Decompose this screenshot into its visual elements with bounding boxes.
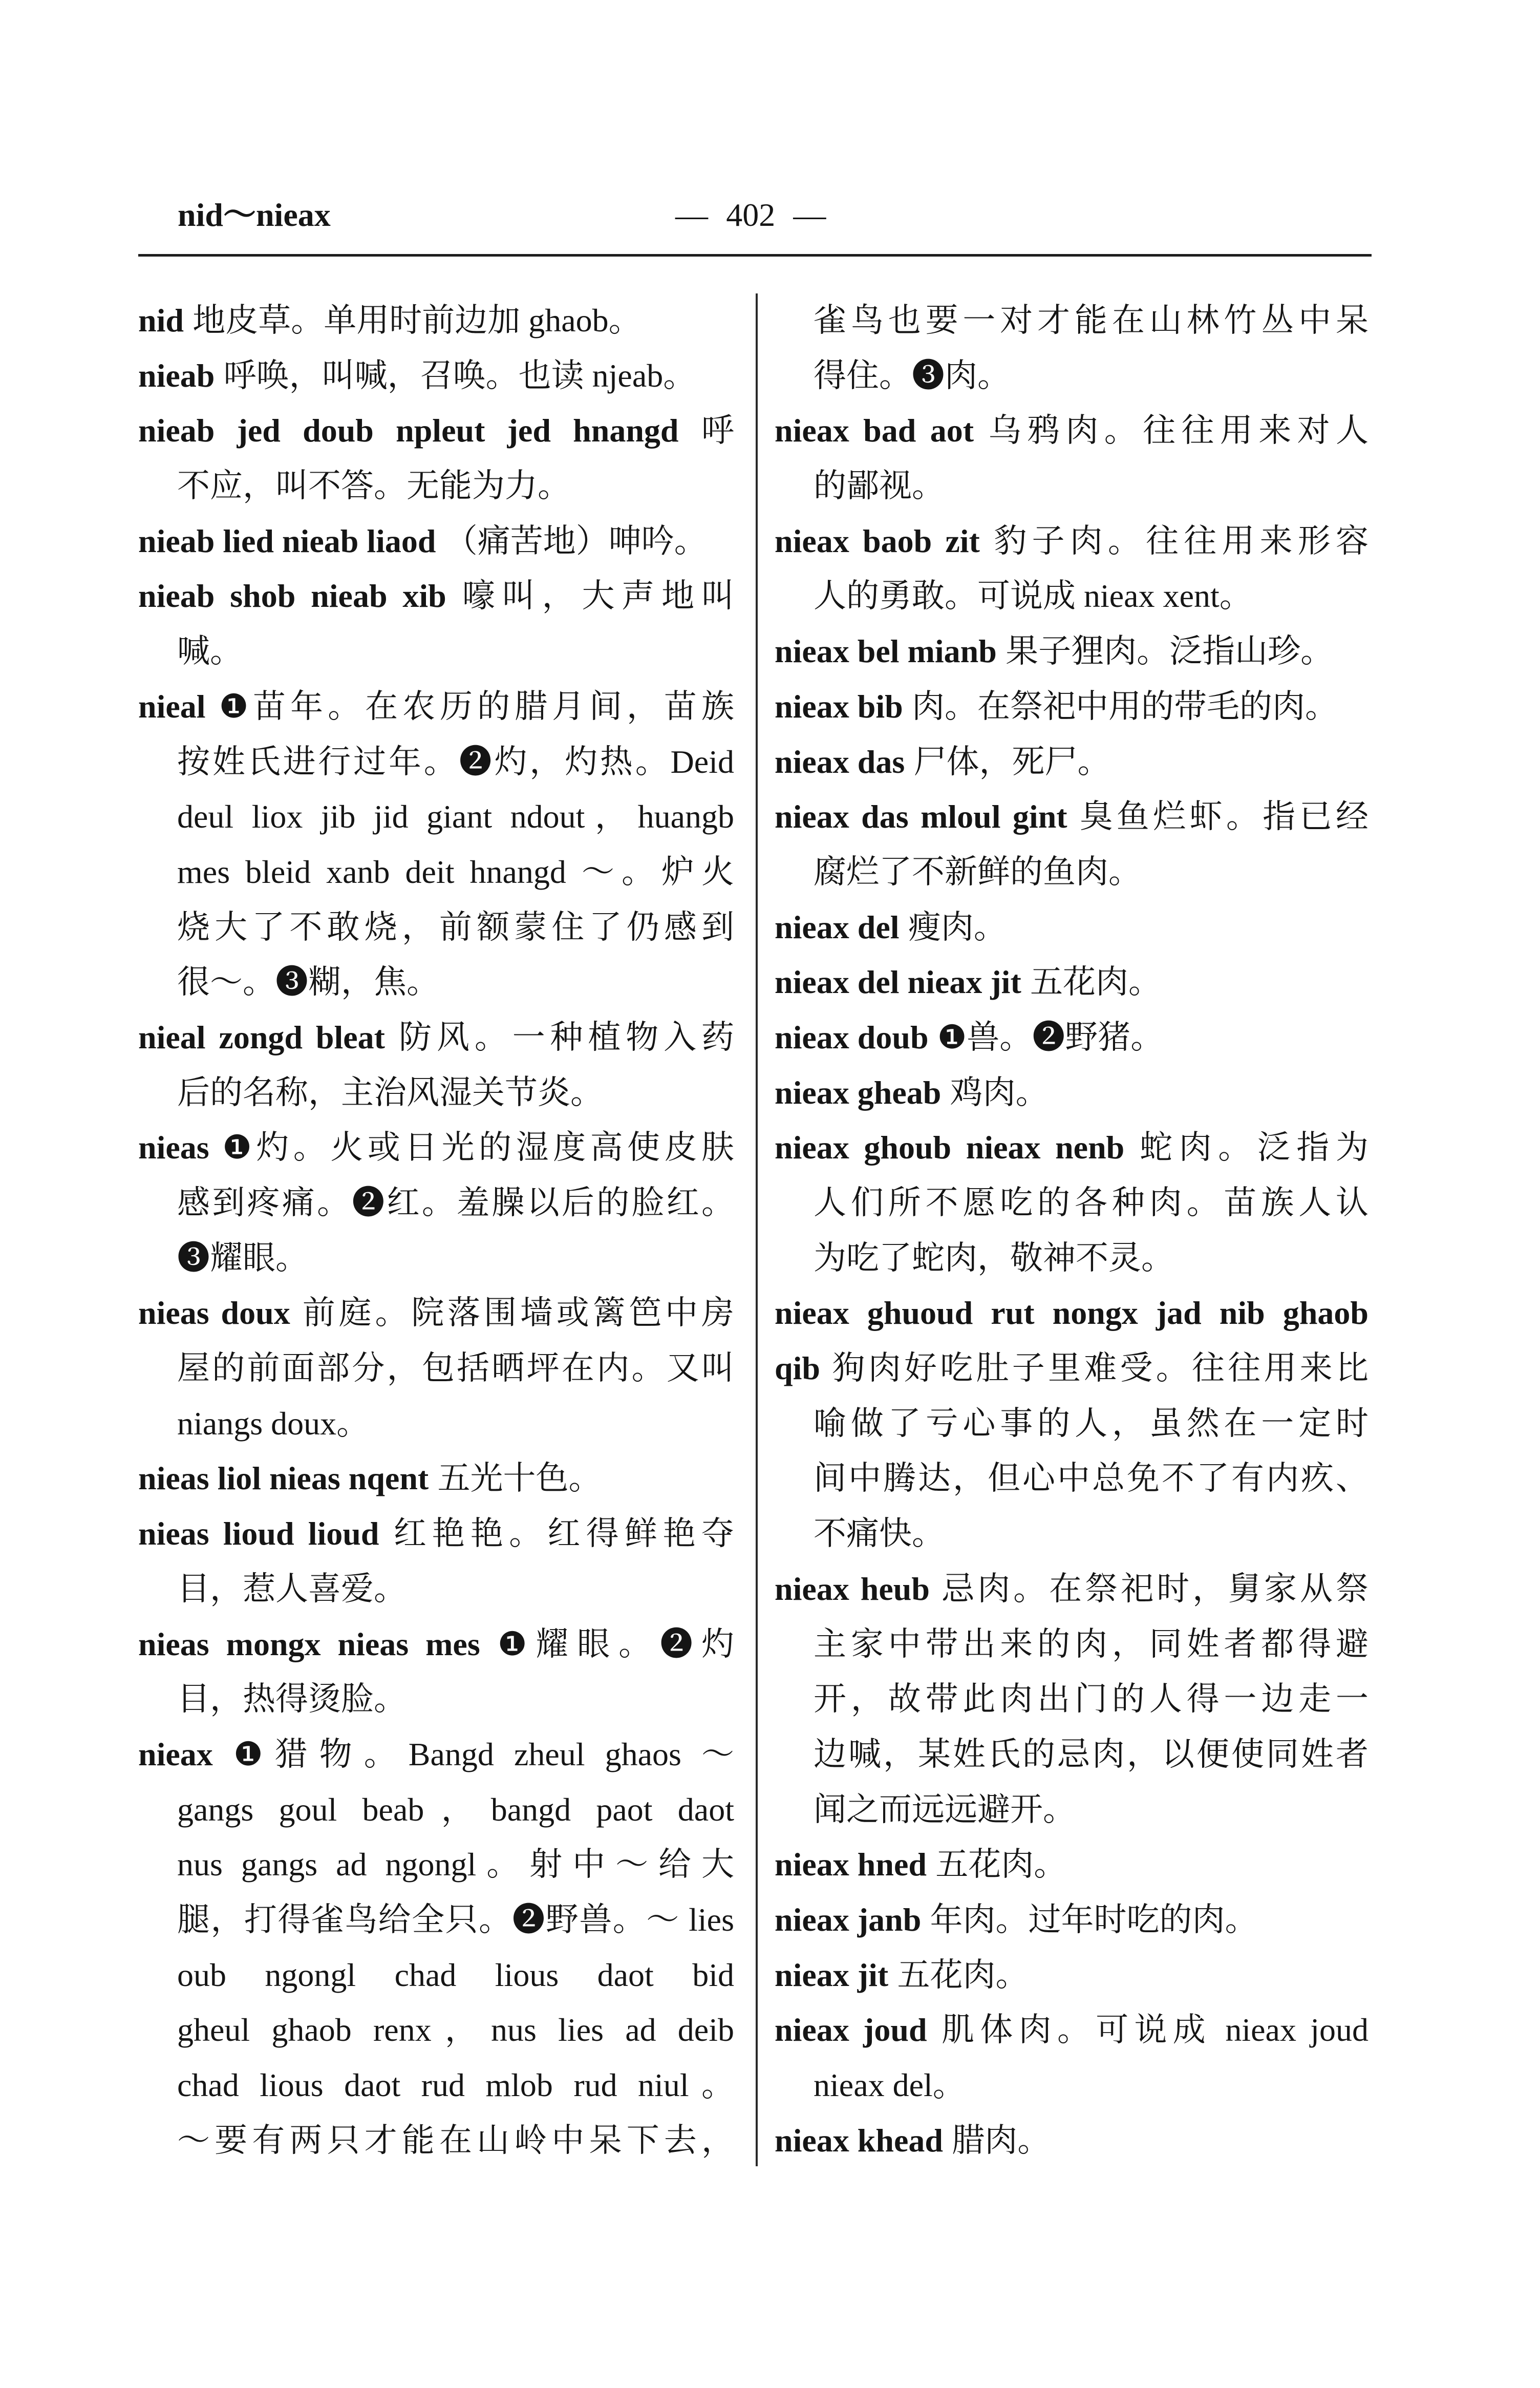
definition-text: 果子狸肉。泛指山珍。 bbox=[1006, 633, 1334, 670]
definition-text: 地皮草。单用时前边加 ghaob。 bbox=[193, 302, 641, 339]
entry-line bbox=[775, 955, 1368, 1010]
headword: nieax janb bbox=[775, 1901, 922, 1938]
headword: nieas lioud lioud bbox=[138, 1515, 379, 1552]
dictionary-entry bbox=[775, 679, 1368, 734]
dictionary-entry bbox=[775, 1561, 1368, 1837]
entry-line bbox=[775, 1672, 1368, 1727]
dictionary-entry bbox=[138, 679, 734, 1010]
headword: nieax ghoub nieax nenb bbox=[775, 1129, 1125, 1166]
definition-text: nieax del。 bbox=[814, 2067, 966, 2103]
definition-text: 肉。在祭祀中用的带毛的肉。 bbox=[912, 688, 1338, 725]
entry-line bbox=[775, 1396, 1368, 1451]
entry-line bbox=[138, 734, 734, 790]
dictionary-entry bbox=[775, 293, 1368, 403]
definition-text: chad lious daot rud mlob rud niul。 bbox=[177, 2067, 734, 2103]
headword: nieax del nieax jit bbox=[775, 964, 1021, 1001]
entry-line bbox=[775, 789, 1368, 844]
definition-text: 鸡肉。 bbox=[950, 1074, 1049, 1111]
entry-line bbox=[138, 1561, 734, 1617]
dictionary-entry bbox=[138, 1285, 734, 1451]
definition-text: nus gangs ad ngongl。射中～给大 bbox=[177, 1846, 734, 1883]
dictionary-entry bbox=[775, 403, 1368, 513]
left-column bbox=[138, 293, 734, 2172]
entry-line bbox=[775, 1782, 1368, 1837]
entry-line bbox=[775, 1120, 1368, 1175]
definition-text: 呼唤，叫喊，召唤。也读 njeab。 bbox=[223, 357, 696, 394]
definition-text: 年肉。过年时吃的肉。 bbox=[930, 1901, 1258, 1938]
headword: nid bbox=[138, 302, 184, 339]
entry-line bbox=[138, 679, 734, 734]
entry-line bbox=[775, 1561, 1368, 1617]
entry-line bbox=[775, 2058, 1368, 2113]
running-head: nid～nieax bbox=[178, 197, 331, 233]
headword: nieab bbox=[138, 357, 215, 394]
definition-text: 目，热得烫脸。 bbox=[177, 1681, 407, 1718]
dictionary-entry bbox=[775, 2113, 1368, 2168]
entry-line bbox=[138, 403, 734, 458]
definition-text: 边喊，某姓氏的忌肉，以便使同姓者 bbox=[814, 1736, 1368, 1772]
definition-text: 腊肉。 bbox=[952, 2122, 1051, 2159]
entry-line bbox=[138, 2058, 734, 2113]
entry-line bbox=[775, 1506, 1368, 1561]
entry-line bbox=[138, 844, 734, 900]
entry-line bbox=[775, 1175, 1368, 1231]
entry-line bbox=[775, 900, 1368, 955]
entry-line bbox=[775, 293, 1368, 348]
definition-text: ❶灼。火或日光的湿度高使皮肤 bbox=[218, 1129, 734, 1166]
entry-line bbox=[138, 1396, 734, 1451]
definition-text: 屋的前面部分，包括晒坪在内。又叫 bbox=[177, 1350, 734, 1387]
definition-text: 防风。一种植物入药 bbox=[394, 1019, 734, 1055]
entry-line bbox=[775, 2113, 1368, 2168]
headword: nieal bbox=[138, 688, 206, 725]
entry-line bbox=[775, 568, 1368, 624]
entry-line bbox=[138, 2113, 734, 2168]
entry-line bbox=[138, 1010, 734, 1065]
column-divider bbox=[756, 293, 758, 2166]
dictionary-entry bbox=[138, 1120, 734, 1285]
definition-text: 主家中带出来的肉，同姓者都得避 bbox=[814, 1625, 1368, 1662]
entry-line bbox=[775, 1065, 1368, 1121]
dictionary-entry bbox=[138, 403, 734, 513]
entry-line bbox=[775, 624, 1368, 679]
entry-line bbox=[138, 1285, 734, 1341]
definition-text: 得住。❸肉。 bbox=[814, 357, 1010, 394]
definition-text: 忌肉。在祭祀时，舅家从祭 bbox=[938, 1570, 1368, 1607]
entry-line bbox=[138, 1727, 734, 1782]
headword: nieax baob zit bbox=[775, 522, 980, 559]
dictionary-entry bbox=[775, 1010, 1368, 1065]
definition-text: 很～。❸糊，焦。 bbox=[177, 964, 439, 1001]
headword: nieax bel mianb bbox=[775, 633, 997, 670]
definition-text: 五花肉。 bbox=[897, 1956, 1029, 1993]
dictionary-entry bbox=[138, 1727, 734, 2168]
dictionary-entry bbox=[138, 514, 734, 569]
entry-line bbox=[138, 1506, 734, 1561]
headword: qib bbox=[775, 1350, 820, 1387]
definition-text: 喻做了亏心事的人，虽然在一定时 bbox=[814, 1405, 1368, 1442]
entry-line bbox=[138, 1120, 734, 1175]
definition-text: 乌鸦肉。往往用来对人 bbox=[982, 412, 1368, 449]
dictionary-entry bbox=[138, 348, 734, 404]
dictionary-entry bbox=[775, 1948, 1368, 2003]
entry-line bbox=[138, 1782, 734, 1837]
headword: nieax del bbox=[775, 908, 900, 945]
entry-line bbox=[138, 1231, 734, 1286]
definition-text: 间中腾达，但心中总免不了有内疚、 bbox=[814, 1460, 1368, 1497]
definition-text: 前庭。院落围墙或篱笆中房 bbox=[298, 1295, 734, 1332]
entry-line bbox=[775, 1285, 1368, 1341]
headword: nieax gheab bbox=[775, 1074, 942, 1111]
definition-text: 尸体，死尸。 bbox=[913, 743, 1110, 780]
definition-text: 豹子肉。往往用来形容 bbox=[989, 522, 1368, 559]
dictionary-entry bbox=[775, 734, 1368, 790]
definition-text: 为吃了蛇肉，敬神不灵。 bbox=[814, 1239, 1174, 1276]
entry-line bbox=[775, 679, 1368, 734]
definition-text: 瘦肉。 bbox=[908, 908, 1007, 945]
dictionary-entry bbox=[138, 568, 734, 679]
entry-line bbox=[775, 458, 1368, 514]
definition-text: 臭鱼烂虾。指已经 bbox=[1076, 798, 1368, 835]
entry-line bbox=[138, 348, 734, 404]
dictionary-entry bbox=[775, 1065, 1368, 1121]
entry-line bbox=[775, 1892, 1368, 1948]
entry-line bbox=[138, 1617, 734, 1672]
headword: nieax ghuoud rut nongx jad nib ghaob bbox=[775, 1295, 1368, 1332]
headword: nieax khead bbox=[775, 2122, 943, 2159]
entry-line bbox=[138, 1892, 734, 1948]
entry-line bbox=[138, 568, 734, 624]
dictionary-entry bbox=[775, 1892, 1368, 1948]
definition-text: 红艳艳。红得鲜艳夺 bbox=[388, 1515, 734, 1552]
definition-text: 呼 bbox=[687, 412, 734, 449]
definition-text: 蛇肉。泛指为 bbox=[1133, 1129, 1368, 1166]
definition-text: 五光十色。 bbox=[437, 1460, 602, 1497]
headword: nieax doub bbox=[775, 1019, 929, 1055]
definition-text: 腿，打得雀鸟给全只。❷野兽。～ lies bbox=[177, 1901, 734, 1938]
definition-text: 肌体肉。可说成 nieax joud bbox=[935, 2012, 1368, 2048]
definition-text: 开，故带此肉出门的人得一边走一 bbox=[814, 1681, 1368, 1718]
definition-text: ❶耀眼。❷灼 bbox=[489, 1625, 734, 1662]
headword: nieax heub bbox=[775, 1570, 930, 1607]
definition-text: ❶兽。❷野猪。 bbox=[937, 1019, 1164, 1055]
entry-line bbox=[138, 1451, 734, 1506]
definition-text: niangs doux。 bbox=[177, 1405, 370, 1442]
headword: nieax das mloul gint bbox=[775, 798, 1067, 835]
definition-text: 五花肉。 bbox=[935, 1846, 1067, 1883]
entry-line bbox=[138, 2002, 734, 2058]
headword: nieax hned bbox=[775, 1846, 927, 1883]
definition-text: 人们所不愿吃的各种肉。苗族人认 bbox=[814, 1185, 1368, 1221]
dictionary-entry bbox=[775, 624, 1368, 679]
headword: nieab jed doub npleut jed hnangd bbox=[138, 412, 679, 449]
definition-text: ❸耀眼。 bbox=[177, 1239, 308, 1276]
headword: nieab lied nieab liaod bbox=[138, 522, 436, 559]
definition-text: 人的勇敢。可说成 nieax xent。 bbox=[814, 578, 1252, 615]
headword: nieal zongd bleat bbox=[138, 1019, 385, 1055]
entry-line bbox=[775, 2002, 1368, 2058]
entry-line bbox=[138, 789, 734, 844]
dictionary-entry bbox=[138, 1010, 734, 1120]
headword: nieax bib bbox=[775, 688, 903, 725]
definition-text: 的鄙视。 bbox=[814, 468, 945, 504]
definition-text: 喊。 bbox=[177, 633, 243, 670]
dictionary-entry bbox=[775, 514, 1368, 624]
entry-line bbox=[775, 1231, 1368, 1286]
definition-text: mes bleid xanb deit hnangd ～。炉火 bbox=[177, 853, 734, 890]
dictionary-entry bbox=[775, 1120, 1368, 1285]
entry-line bbox=[775, 1341, 1368, 1396]
entry-line bbox=[775, 1617, 1368, 1672]
right-column bbox=[775, 293, 1368, 2172]
headword: nieax jit bbox=[775, 1956, 889, 1993]
dictionary-entry bbox=[138, 1617, 734, 1727]
definition-text: deul liox jib jid giant ndout，huangb bbox=[177, 798, 734, 835]
dictionary-entry bbox=[775, 2002, 1368, 2112]
entry-line bbox=[138, 1672, 734, 1727]
headword: nieax bad aot bbox=[775, 412, 974, 449]
entry-line bbox=[138, 1948, 734, 2003]
header-rule bbox=[138, 254, 1372, 257]
definition-text: gangs goul beab，bangd paot daot bbox=[177, 1791, 734, 1828]
definition-text: 腐烂了不新鲜的鱼肉。 bbox=[814, 853, 1141, 890]
entry-line bbox=[138, 955, 734, 1010]
headword: nieas doux bbox=[138, 1295, 290, 1332]
dictionary-entry bbox=[775, 900, 1368, 955]
definition-text: oub ngongl chad lious daot bid bbox=[177, 1956, 734, 1993]
definition-text: 按姓氏进行过年。❷灼，灼热。Deid bbox=[177, 743, 734, 780]
headword: nieab shob nieab xib bbox=[138, 578, 446, 615]
definition-text: 后的名称，主治风湿关节炎。 bbox=[177, 1074, 603, 1111]
headword: nieax joud bbox=[775, 2012, 927, 2048]
entry-line bbox=[775, 1010, 1368, 1065]
entry-line bbox=[775, 348, 1368, 404]
dictionary-entry bbox=[775, 955, 1368, 1010]
definition-text: 狗肉好吃肚子里难受。往往用来比 bbox=[829, 1350, 1368, 1387]
definition-text: 目，惹人喜爱。 bbox=[177, 1570, 407, 1607]
entry-line bbox=[775, 844, 1368, 900]
definition-text: 不应，叫不答。无能为力。 bbox=[177, 468, 570, 504]
entry-line bbox=[775, 1727, 1368, 1782]
entry-line bbox=[138, 1175, 734, 1231]
entry-line bbox=[138, 900, 734, 955]
dictionary-entry bbox=[775, 789, 1368, 899]
entry-line bbox=[775, 1837, 1368, 1892]
definition-text: ❶猎物。Bangd zheul ghaos ～ bbox=[222, 1736, 734, 1772]
definition-text: 不痛快。 bbox=[814, 1515, 945, 1552]
headword: nieax das bbox=[775, 743, 905, 780]
definition-text: （痛苦地）呻吟。 bbox=[444, 522, 707, 559]
headword: nieas liol nieas nqent bbox=[138, 1460, 429, 1497]
entry-line bbox=[138, 1341, 734, 1396]
dictionary-entry bbox=[138, 293, 734, 348]
definition-text: 烧大了不敢烧，前额蒙住了仍感到 bbox=[177, 908, 734, 945]
entry-line bbox=[775, 734, 1368, 790]
page-number: — 402 — bbox=[675, 197, 826, 233]
dictionary-entry bbox=[775, 1285, 1368, 1561]
entry-line bbox=[138, 1065, 734, 1121]
definition-text: 嚎叫，大声地叫 bbox=[455, 578, 734, 615]
definition-text: 感到疼痛。❷红。羞臊以后的脸红。 bbox=[177, 1185, 734, 1221]
definition-text: 五花肉。 bbox=[1030, 964, 1162, 1001]
definition-text: ❶苗年。在农历的腊月间，苗族 bbox=[214, 688, 734, 725]
entry-line bbox=[138, 624, 734, 679]
entry-line bbox=[775, 514, 1368, 569]
entry-line bbox=[775, 1451, 1368, 1506]
entry-line bbox=[138, 1837, 734, 1892]
definition-text: gheul ghaob renx，nus lies ad deib bbox=[177, 2012, 734, 2048]
definition-text: 雀鸟也要一对才能在山林竹丛中呆 bbox=[814, 302, 1368, 339]
entry-line bbox=[138, 514, 734, 569]
entry-line bbox=[775, 403, 1368, 458]
headword: nieas bbox=[138, 1129, 209, 1166]
entry-line bbox=[138, 458, 734, 514]
dictionary-entry bbox=[775, 1837, 1368, 1892]
headword: nieax bbox=[138, 1736, 213, 1772]
dictionary-entry bbox=[138, 1506, 734, 1616]
definition-text: ～要有两只才能在山岭中呆下去， bbox=[177, 2122, 734, 2159]
dictionary-entry bbox=[138, 1451, 734, 1506]
entry-line bbox=[138, 293, 734, 348]
headword: nieas mongx nieas mes bbox=[138, 1625, 480, 1662]
entry-line bbox=[775, 1948, 1368, 2003]
definition-text: 闻之而远远避开。 bbox=[814, 1791, 1076, 1828]
